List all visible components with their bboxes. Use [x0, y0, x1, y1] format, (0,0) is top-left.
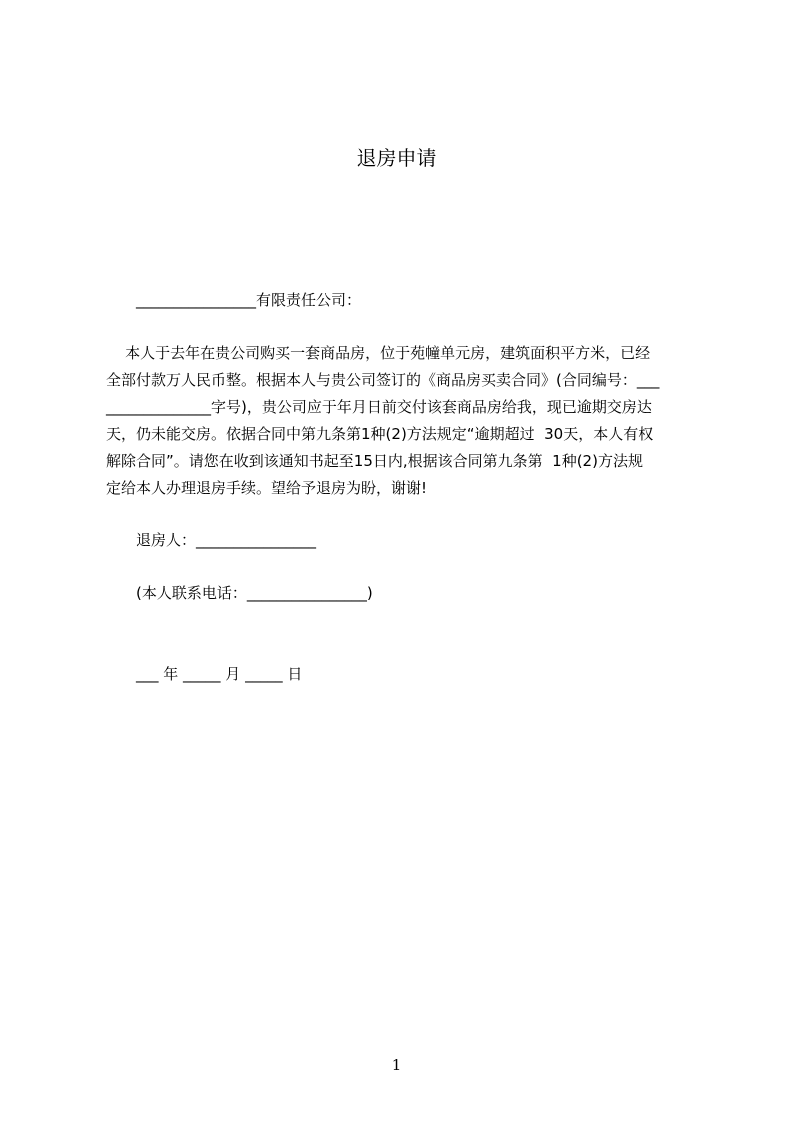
body-line-5: 解除合同”。请您在收到该通知书起至15日内,根据该合同第九条第 1种(2)方法规	[106, 452, 643, 470]
date-line: ___ 年 _____ 月 _____ 日	[136, 665, 303, 683]
signer-line: 退房人：________________	[136, 531, 317, 549]
body-line-3: ______________字号)，贵公司应于年月日前交付该套商品房给我，现已逾期交房达	[106, 398, 652, 416]
body-line-2: 全部付款万人民币整。根据本人与贵公司签订的《商品房买卖合同》(合同编号：___	[106, 371, 660, 389]
phone-line: (本人联系电话：________________)	[136, 584, 373, 602]
body-line-4: 天，仍未能交房。依据合同中第九条第1种(2)方法规定“逾期超过 30天，本人有权	[106, 425, 654, 443]
page-number: 1	[391, 1056, 402, 1074]
body-line-6: 定给本人办理退房手续。望给予退房为盼，谢谢!	[106, 479, 428, 497]
addressee-line: ________________有限责任公司：	[136, 291, 362, 309]
body-line-1: 本人于去年在贵公司购买一套商品房，位于苑幢单元房，建筑面积平方米，已经	[106, 344, 651, 362]
document-title: 退房申请	[356, 146, 437, 170]
